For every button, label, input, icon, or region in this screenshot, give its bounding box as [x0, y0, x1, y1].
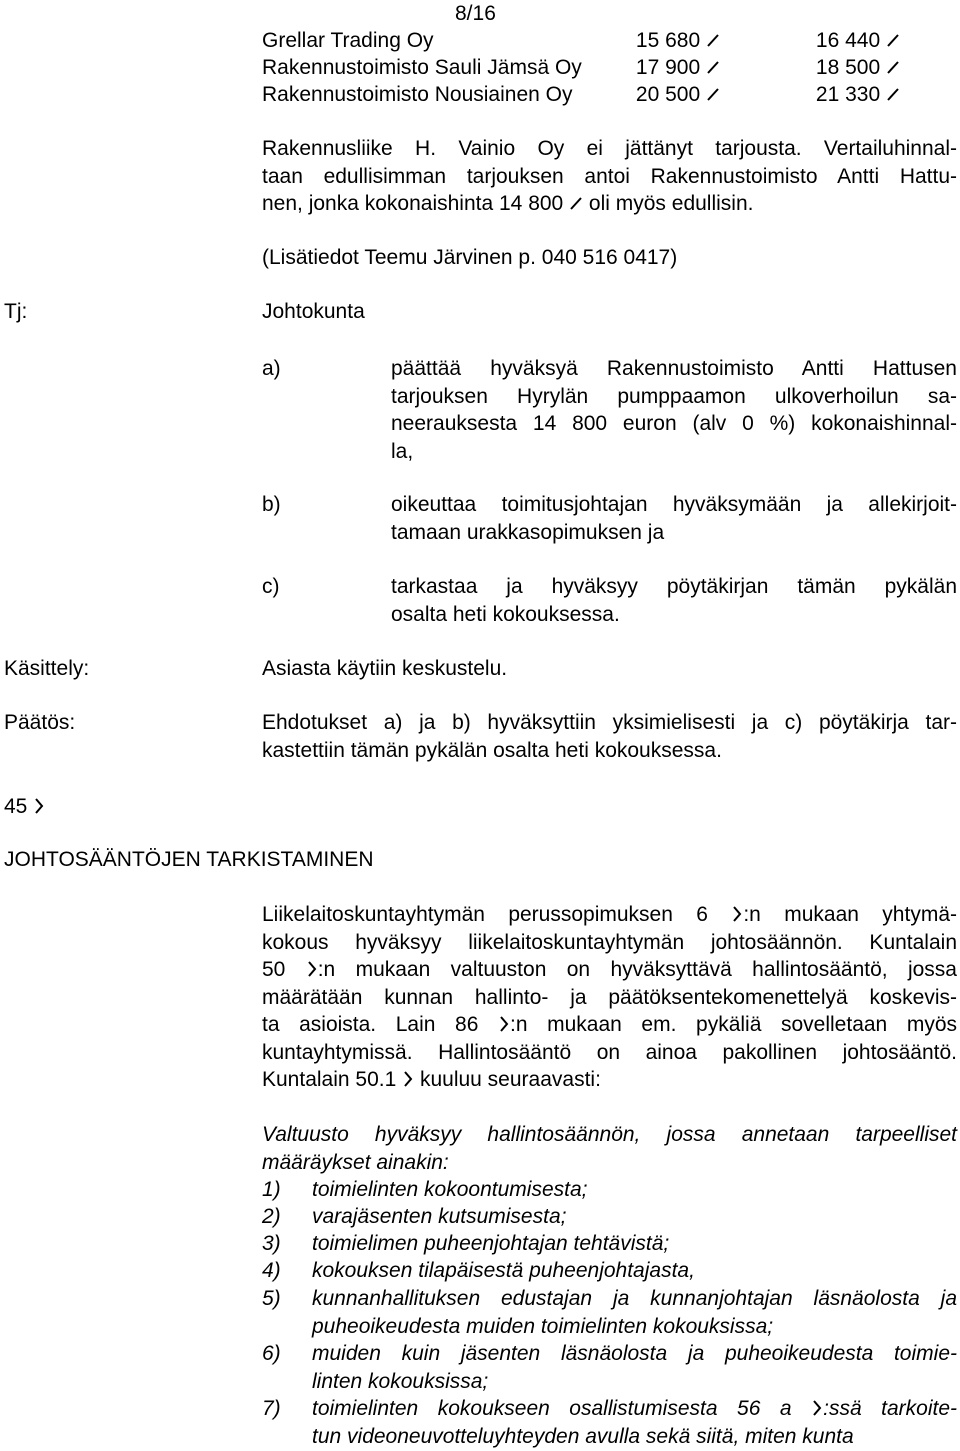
text-line: Liikelaitoskuntayhtymän perussopimuksen 6 :n mukaan yhtymä-	[262, 903, 957, 926]
section-icon	[402, 1069, 414, 1089]
proposal-item	[391, 491, 957, 546]
text-line: 50 :n mukaan valtuuston on hyväksyttävä hallintosääntö, jossa	[262, 958, 957, 981]
contact-info: (Lisätiedot Teemu Järvinen p. 040 516 0417)	[262, 246, 678, 269]
bid-value: 15 680	[600, 27, 720, 54]
list-marker: a)	[262, 357, 281, 380]
quote-item: toimielinten kokoontumisesta;	[312, 1178, 588, 1201]
list-marker: 7)	[262, 1397, 281, 1420]
text-line: kunnanhallituksen edustajan ja kunnanjohtajan läsnäolosta ja	[312, 1287, 957, 1310]
euro-icon	[569, 195, 583, 211]
text-line: Valtuusto hyväksyy hallintosäännön, jossa annetaan tarpeelliset	[262, 1123, 957, 1146]
euro-icon	[706, 32, 720, 48]
bid-company: Grellar Trading Oy	[262, 29, 434, 52]
quote-item: kokouksen tilapäisestä puheenjohtajasta,	[312, 1259, 695, 1282]
section-icon	[306, 959, 318, 979]
euro-icon	[706, 59, 720, 75]
list-marker: b)	[262, 493, 281, 516]
list-marker: 1)	[262, 1178, 281, 1201]
quote-item: toimielimen puheenjohtajan tehtävistä;	[312, 1232, 670, 1255]
intro-paragraph	[262, 901, 957, 1094]
euro-icon	[706, 86, 720, 102]
proposal-body: Johtokunta	[262, 300, 365, 323]
handling-label: Käsittely:	[4, 657, 90, 680]
text-line: neerauksesta 14 800 euron (alv 0 %) kokonaishinnal-	[391, 412, 957, 435]
text-line: muiden kuin jäsenten läsnäolosta ja puheoikeudesta toimie-	[312, 1342, 957, 1365]
text-line: päättää hyväksyä Rakennustoimisto Antti Hattusen	[391, 357, 957, 380]
text-line: Kuntalain 50.1 kuuluu seuraavasti:	[262, 1068, 601, 1091]
quote-lead	[262, 1121, 957, 1176]
proposal-item	[391, 355, 957, 465]
text-line: Ehdotukset a) ja b) hyväksyttiin yksimielisesti ja c) pöytäkirja tar-	[262, 711, 957, 734]
text-line: taan edullisimman tarjouksen antoi Rakennustoimisto Antti Hattu-	[262, 164, 957, 188]
bid-value: 18 500	[760, 54, 900, 81]
bid-company: Rakennustoimisto Nousiainen Oy	[262, 83, 573, 106]
text-line: määrätään kunnan hallinto- ja päätöksentekomenettelyä koskevis-	[262, 985, 957, 1009]
quote-item	[312, 1285, 957, 1340]
bid-value: 21 330	[760, 81, 900, 108]
decision-text	[262, 709, 957, 764]
list-marker: 4)	[262, 1259, 281, 1282]
text-line: puheoikeudesta muiden toimielinten kokouksissa;	[312, 1314, 774, 1338]
text-line: oikeuttaa toimitusjohtajan hyväksymään ja allekirjoit-	[391, 493, 957, 516]
quote-item	[312, 1395, 957, 1450]
euro-icon	[886, 86, 900, 102]
text-line: osalta heti kokouksessa.	[391, 602, 620, 626]
bid-company: Rakennustoimisto Sauli Jämsä Oy	[262, 56, 582, 79]
note-paragraph	[262, 135, 957, 218]
euro-icon	[886, 59, 900, 75]
euro-icon	[886, 32, 900, 48]
list-marker: 6)	[262, 1342, 281, 1365]
section-icon	[498, 1014, 510, 1034]
section-title: JOHTOSÄÄNTÖJEN TARKISTAMINEN	[4, 848, 374, 871]
bid-value: 16 440	[760, 27, 900, 54]
section-icon	[731, 904, 743, 924]
text-line: Rakennusliike H. Vainio Oy ei jättänyt tarjousta. Vertailuhinnal-	[262, 137, 957, 160]
bid-value: 17 900	[600, 54, 720, 81]
section-icon	[33, 796, 45, 816]
text-line: kuntayhtymissä. Hallintosääntö on ainoa pakollinen johtosääntö.	[262, 1040, 957, 1064]
text-line: kokous hyväksyy liikelaitoskuntayhtymän johtosäännön. Kuntalain	[262, 930, 957, 954]
section-number: 45	[4, 793, 45, 820]
list-marker: 2)	[262, 1205, 281, 1228]
text-line: la,	[391, 439, 414, 463]
text-line: tarjouksen Hyrylän pumppaamon ulkoverhoilun sa-	[391, 384, 957, 408]
text-line: toimielinten kokoukseen osallistumisesta 56 a :ssä tarkoite-	[312, 1397, 957, 1420]
bid-value: 20 500	[600, 81, 720, 108]
text-line: tun videoneuvotteluyhteyden avulla sekä siitä, miten kunta	[312, 1424, 854, 1448]
list-marker: 5)	[262, 1287, 281, 1310]
quote-item	[312, 1340, 957, 1395]
proposal-item	[391, 573, 957, 628]
text-line: linten kokouksissa;	[312, 1369, 489, 1393]
text-line: määräykset ainakin:	[262, 1150, 449, 1174]
section-icon	[811, 1398, 823, 1418]
text-line: tamaan urakkasopimuksen ja	[391, 520, 665, 544]
list-marker: c)	[262, 575, 280, 598]
text-line: ta asioista. Lain 86 :n mukaan em. pykäliä sovelletaan myös	[262, 1013, 958, 1036]
proposal-label: Tj:	[4, 300, 28, 323]
text-line: nen, jonka kokonaishinta 14 800 oli myös edullisin.	[262, 192, 754, 215]
quote-item: varajäsenten kutsumisesta;	[312, 1205, 567, 1228]
text-line: tarkastaa ja hyväksyy pöytäkirjan tämän pykälän	[391, 575, 957, 598]
list-marker: 3)	[262, 1232, 281, 1255]
handling-text: Asiasta käytiin keskustelu.	[262, 657, 508, 680]
text-line: kastettiin tämän pykälän osalta heti kokouksessa.	[262, 738, 722, 762]
decision-label: Päätös:	[4, 711, 76, 734]
page-number: 8/16	[455, 2, 496, 25]
